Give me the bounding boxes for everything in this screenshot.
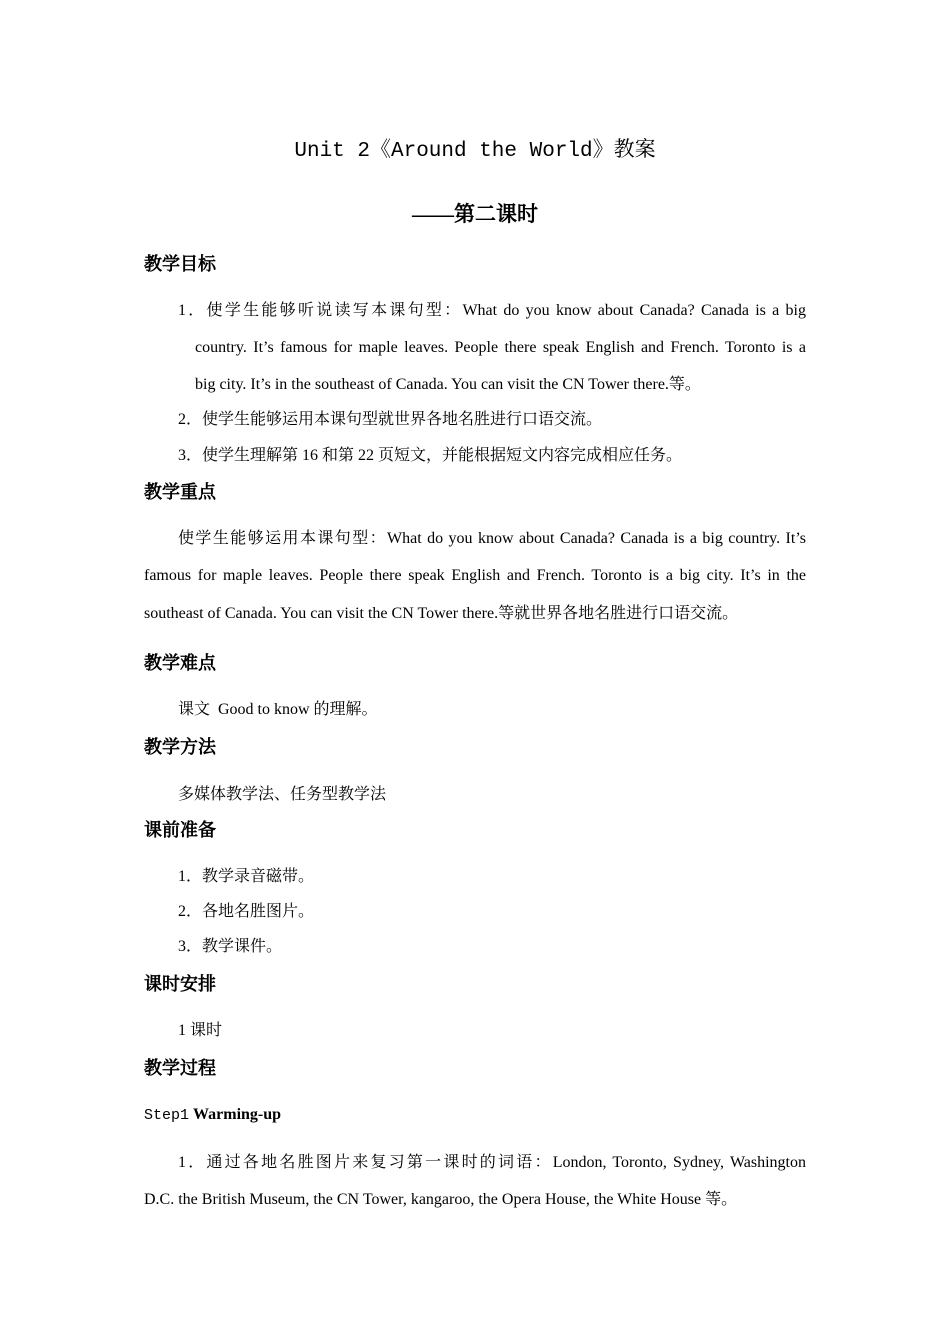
preparation-item-3: 3．教学课件。 — [178, 938, 283, 955]
difficulties-text: 课文 Good to know 的理解。 — [178, 701, 378, 718]
objectives-item2: 2．使学生能够运用本课句型就世界各地名胜进行口语交流。 — [178, 411, 603, 428]
document-subtitle: ——第二课时 — [412, 202, 538, 226]
process-item1-line1: 1．通过各地名胜图片来复习第一课时的词语：London, Toronto, Sydney, Washington — [178, 1154, 806, 1171]
methods-heading: 教学方法 — [144, 737, 216, 757]
step1-label: Step1 — [144, 1107, 190, 1124]
step1-title: Warming-up — [193, 1106, 282, 1123]
objectives-item3: 3．使学生理解第 16 和第 22 页短文，并能根据短文内容完成相应任务。 — [178, 447, 683, 464]
key-points-line1: 使学生能够运用本课句型：What do you know about Canada? Canada is a big country. It’s — [178, 530, 806, 547]
difficulties-heading: 教学难点 — [144, 653, 216, 673]
preparation-item-2: 2．各地名胜图片。 — [178, 903, 315, 920]
document-title: Unit 2《Around the World》教案 — [294, 140, 656, 163]
objectives-item1-line2: country. It’s famous for maple leaves. People there speak English and French. Toronto is a — [195, 339, 806, 356]
schedule-heading: 课时安排 — [144, 974, 216, 994]
objectives-heading: 教学目标 — [144, 254, 216, 274]
preparation-heading: 课前准备 — [144, 820, 216, 840]
process-heading: 教学过程 — [144, 1058, 216, 1078]
objectives-item1-line3: big city. It’s in the southeast of Canada. You can visit the CN Tower there.等。 — [195, 376, 701, 393]
schedule-text: 1 课时 — [178, 1022, 223, 1039]
key-points-heading: 教学重点 — [144, 482, 216, 502]
key-points-line3: southeast of Canada. You can visit the CN Tower there.等就世界各地名胜进行口语交流。 — [144, 605, 739, 622]
methods-text: 多媒体教学法、任务型教学法 — [178, 786, 387, 803]
process-item1-line2: D.C. the British Museum, the CN Tower, kangaroo, the Opera House, the White House 等。 — [144, 1191, 738, 1208]
preparation-item-1: 1．教学录音磁带。 — [178, 868, 315, 885]
step1-heading — [144, 1104, 281, 1127]
key-points-line2: famous for maple leaves. People there speak English and French. Toronto is a big city. It’s in the — [144, 567, 806, 584]
objectives-item1-line1: 1．使学生能够听说读写本课句型：What do you know about Canada? Canada is a big — [178, 302, 806, 319]
